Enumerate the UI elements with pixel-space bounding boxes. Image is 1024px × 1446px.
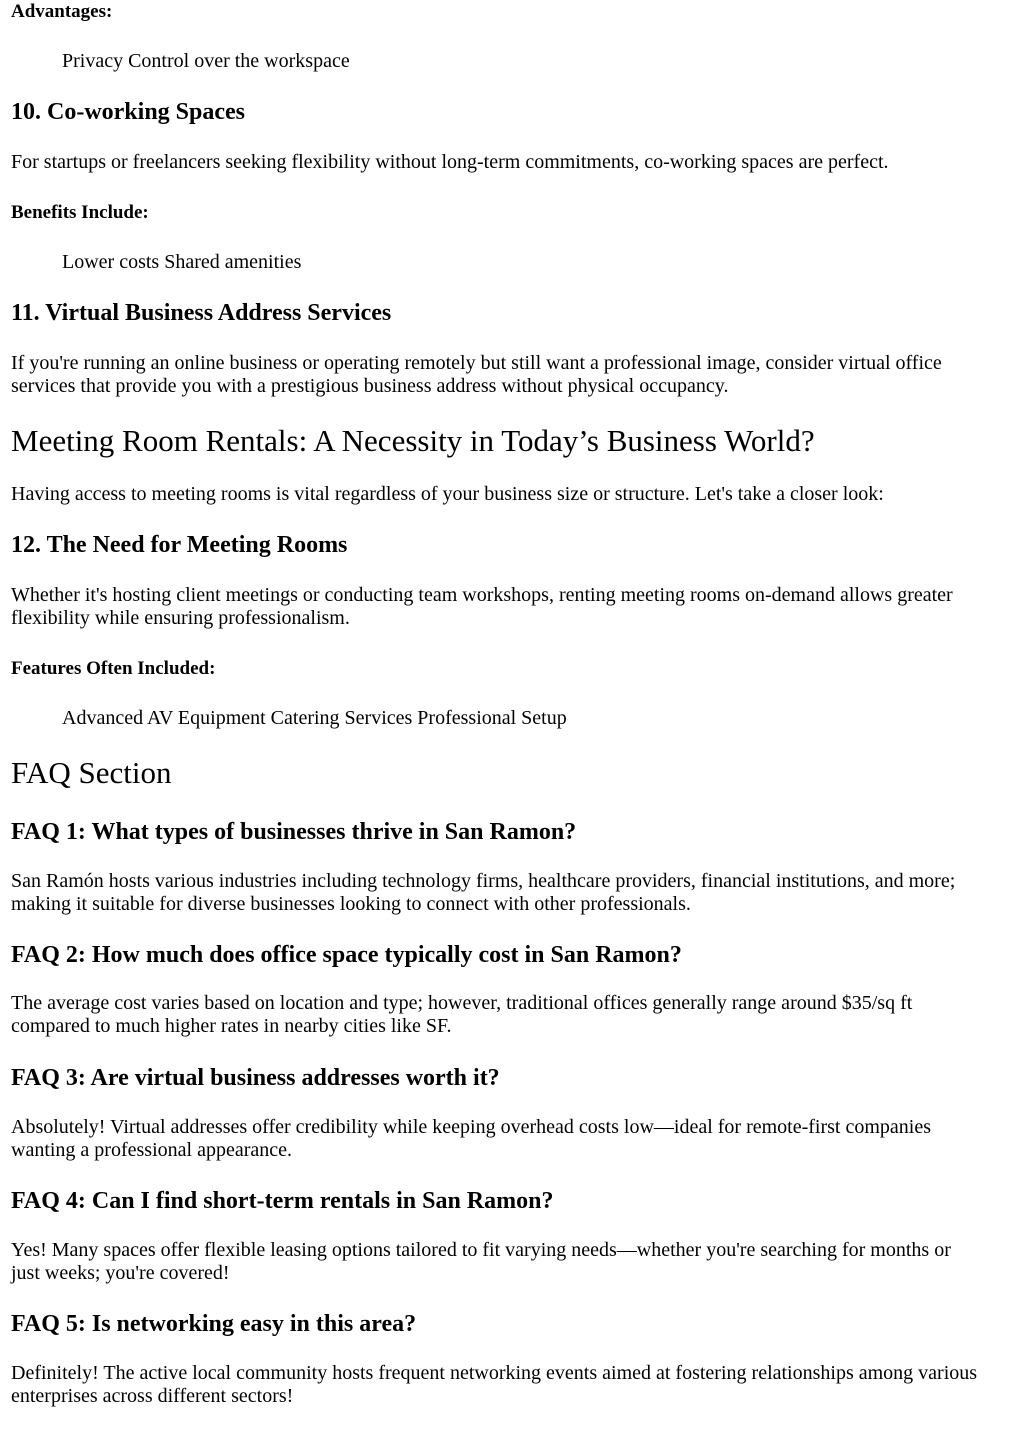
features-label: Features Often Included: (11, 658, 216, 679)
faq-answer-line-2: making it suitable for diverse businesses looking to connect with other professionals. (11, 893, 691, 915)
faq-answer-line-2: compared to much higher rates in nearby cities like SF. (11, 1015, 452, 1037)
need-paragraph-line-2: flexibility while ensuring professionalism. (11, 607, 350, 629)
faq-answer-line-2: wanting a professional appearance. (11, 1139, 292, 1161)
faq-answer-line-1: The average cost varies based on location and type; however, traditional offices generally range around $35/sq ft (11, 992, 913, 1014)
benefits-list: Lower costs Shared amenities (62, 251, 302, 273)
faq-question: FAQ 2: How much does office space typically cost in San Ramon? (11, 942, 682, 968)
need-paragraph-line-1: Whether it's hosting client meetings or conducting team workshops, renting meeting rooms on-demand allows greater (11, 584, 953, 606)
benefits-label: Benefits Include: (11, 202, 149, 223)
virtual-paragraph-line-1: If you're running an online business or operating remotely but still want a professional image, consider virtual office (11, 352, 942, 374)
faq-answer-line-1: San Ramón hosts various industries including technology firms, healthcare providers, financial institutions, and more; (11, 870, 956, 892)
faq-question: FAQ 3: Are virtual business addresses worth it? (11, 1065, 500, 1091)
coworking-paragraph: For startups or freelancers seeking flexibility without long-term commitments, co-working spaces are perfect. (11, 151, 889, 173)
faq-question: FAQ 5: Is networking easy in this area? (11, 1311, 417, 1337)
faq-question: FAQ 4: Can I find short-term rentals in San Ramon? (11, 1188, 554, 1214)
meeting-heading: Meeting Room Rentals: A Necessity in Today’s Business World? (11, 423, 815, 458)
faq-answer-line-1: Yes! Many spaces offer flexible leasing options tailored to fit varying needs—whether you're searching for months or (11, 1239, 951, 1261)
meeting-intro-paragraph: Having access to meeting rooms is vital regardless of your business size or structure. Let's take a closer look: (11, 483, 884, 505)
faq-answer-line-2: enterprises across different sectors! (11, 1385, 294, 1407)
need-heading: 12. The Need for Meeting Rooms (11, 532, 348, 558)
coworking-heading: 10. Co-working Spaces (11, 99, 246, 125)
advantages-list: Privacy Control over the workspace (62, 50, 350, 72)
faq-section-heading: FAQ Section (11, 755, 172, 790)
virtual-paragraph-line-2: services that provide you with a prestigious business address without physical occupancy. (11, 375, 729, 397)
faq-answer-line-2: just weeks; you're covered! (11, 1262, 230, 1284)
faq-question: FAQ 1: What types of businesses thrive in San Ramon? (11, 819, 577, 845)
faq-answer-line-1: Absolutely! Virtual addresses offer credibility while keeping overhead costs low—ideal for remote-first companies (11, 1116, 932, 1138)
advantages-label: Advantages: (11, 1, 113, 22)
features-list: Advanced AV Equipment Catering Services Professional Setup (62, 707, 567, 729)
virtual-heading: 11. Virtual Business Address Services (11, 300, 392, 326)
faq-answer-line-1: Definitely! The active local community hosts frequent networking events aimed at fostering relationships among various (11, 1362, 978, 1384)
